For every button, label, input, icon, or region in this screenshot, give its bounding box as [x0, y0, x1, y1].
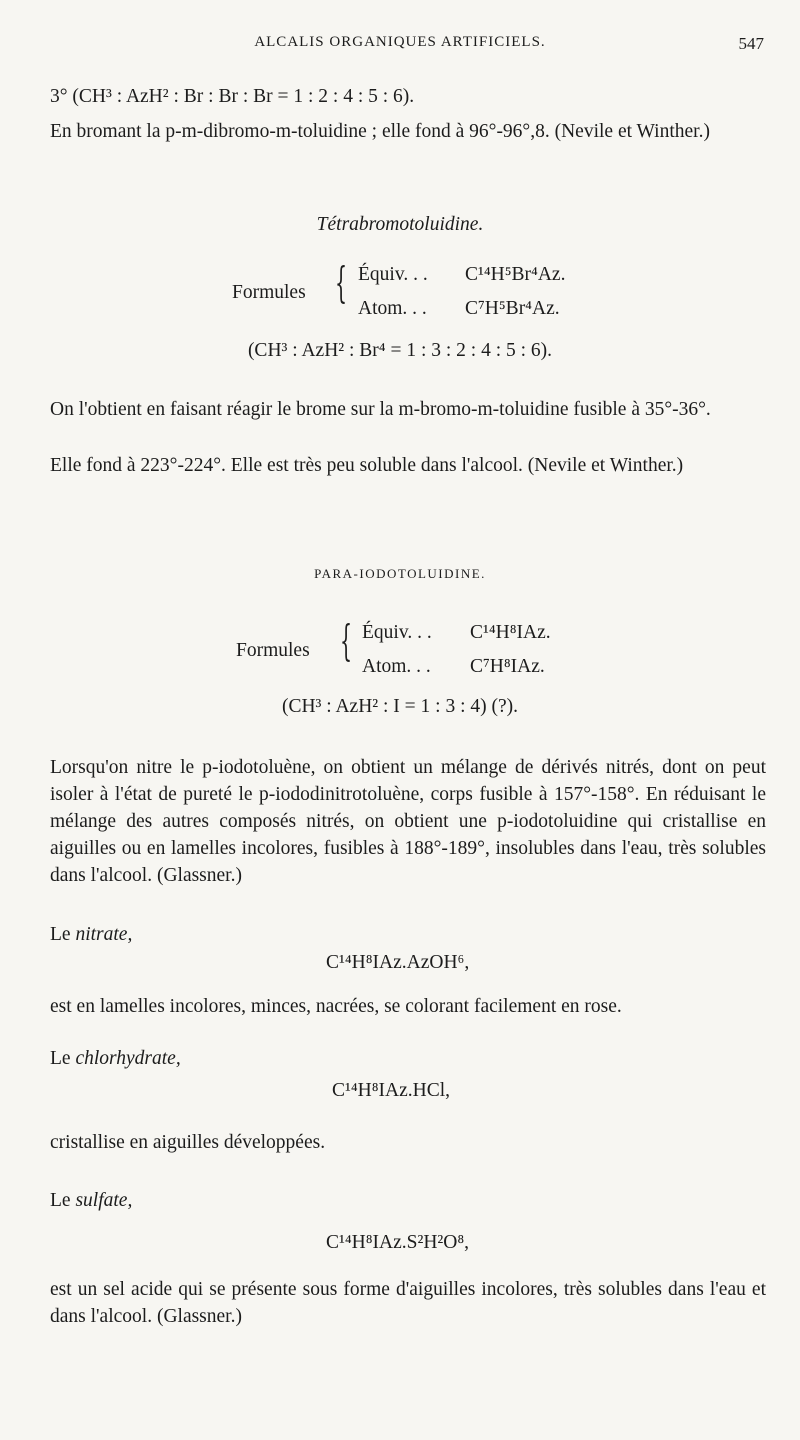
chlorhydrate-le: Le — [50, 1048, 71, 1069]
tetrabromo-title: Tétrabromotoluidine. — [316, 214, 484, 235]
iodo-formules-label: Formules — [236, 640, 310, 661]
item3-formula: 3° (CH³ : AzH² : Br : Br : Br = 1 : 2 : 4 : 5 : 6). — [50, 86, 415, 107]
chlorhydrate-name: chlorhydrate, — [75, 1048, 181, 1069]
iodo-atom-formula: C⁷H⁸IAz. — [470, 656, 545, 677]
tetrabromo-equiv-formula: C¹⁴H⁵Br⁴Az. — [465, 264, 566, 285]
chlorhydrate-formula: C¹⁴H⁸IAz.HCl, — [332, 1080, 451, 1101]
tetrabromo-formules-label: Formules — [232, 282, 306, 303]
tetrabromo-equiv-label: Équiv. . . — [358, 264, 428, 285]
iodo-para1: Lorsqu'on nitre le p-iodotoluène, on obtient un mélange de dérivés nitrés, dont on peut isoler à l'état de pureté le p-iododinitrotoluène, corps fusible à 157°-158°. En réduisant le mélange des autres composés nitrés, on obtient une p-iodotoluidine qui cristallise en aiguilles ou en lamelles incolores, fusibles à 188°-189°, insolubles dans l'eau, très solubles dans l'alcool. (Glassner.) — [50, 757, 766, 886]
chlorhydrate-heading — [50, 1046, 181, 1072]
sulfate-le: Le — [50, 1190, 71, 1211]
chlorhydrate-desc: cristallise en aiguilles développées. — [50, 1132, 326, 1153]
nitrate-formula: C¹⁴H⁸IAz.AzOH⁶, — [326, 952, 470, 973]
tetrabromo-atom-label: Atom. . . — [358, 298, 427, 319]
nitrate-desc: est en lamelles incolores, minces, nacrées, se colorant facilement en rose. — [50, 996, 622, 1017]
iodo-equiv-label: Équiv. . . — [362, 622, 432, 643]
iodo-position-formula: (CH³ : AzH² : I = 1 : 3 : 4) (?). — [281, 696, 519, 717]
item3-paragraph: En bromant la p-m-dibromo-m-toluidine ; elle fond à 96°-96°,8. (Nevile et Winther.) — [50, 121, 710, 142]
nitrate-name: nitrate, — [75, 924, 133, 945]
sulfate-name: sulfate, — [75, 1190, 133, 1211]
tetrabromo-para2: Elle fond à 223°-224°. Elle est très peu soluble dans l'alcool. (Nevile et Winther.) — [50, 455, 684, 476]
nitrate-le: Le — [50, 924, 71, 945]
nitrate-heading — [50, 922, 132, 948]
page-number: 547 — [738, 34, 764, 53]
tetrabromo-atom-formula: C⁷H⁵Br⁴Az. — [465, 298, 560, 319]
iodo-atom-label: Atom. . . — [362, 656, 431, 677]
tetrabromo-brace-icon: { — [335, 258, 348, 307]
iodo-equiv-formula: C¹⁴H⁸IAz. — [470, 622, 551, 643]
iodo-title: PARA-IODOTOLUIDINE. — [314, 566, 486, 581]
sulfate-formula: C¹⁴H⁸IAz.S²H²O⁸, — [326, 1232, 470, 1253]
tetrabromo-para1: On l'obtient en faisant réagir le brome sur la m-bromo-m-toluidine fusible à 35°-36°. — [50, 399, 711, 420]
tetrabromo-position-formula: (CH³ : AzH² : Br⁴ = 1 : 3 : 2 : 4 : 5 : 6). — [247, 340, 553, 361]
sulfate-desc: est un sel acide qui se présente sous forme d'aiguilles incolores, très solubles dans l'eau et dans l'alcool. (Glassner.) — [50, 1279, 766, 1327]
running-title: ALCALIS ORGANIQUES ARTIFICIELS. — [254, 34, 546, 50]
sulfate-heading — [50, 1188, 132, 1214]
iodo-brace-icon: { — [340, 616, 353, 665]
